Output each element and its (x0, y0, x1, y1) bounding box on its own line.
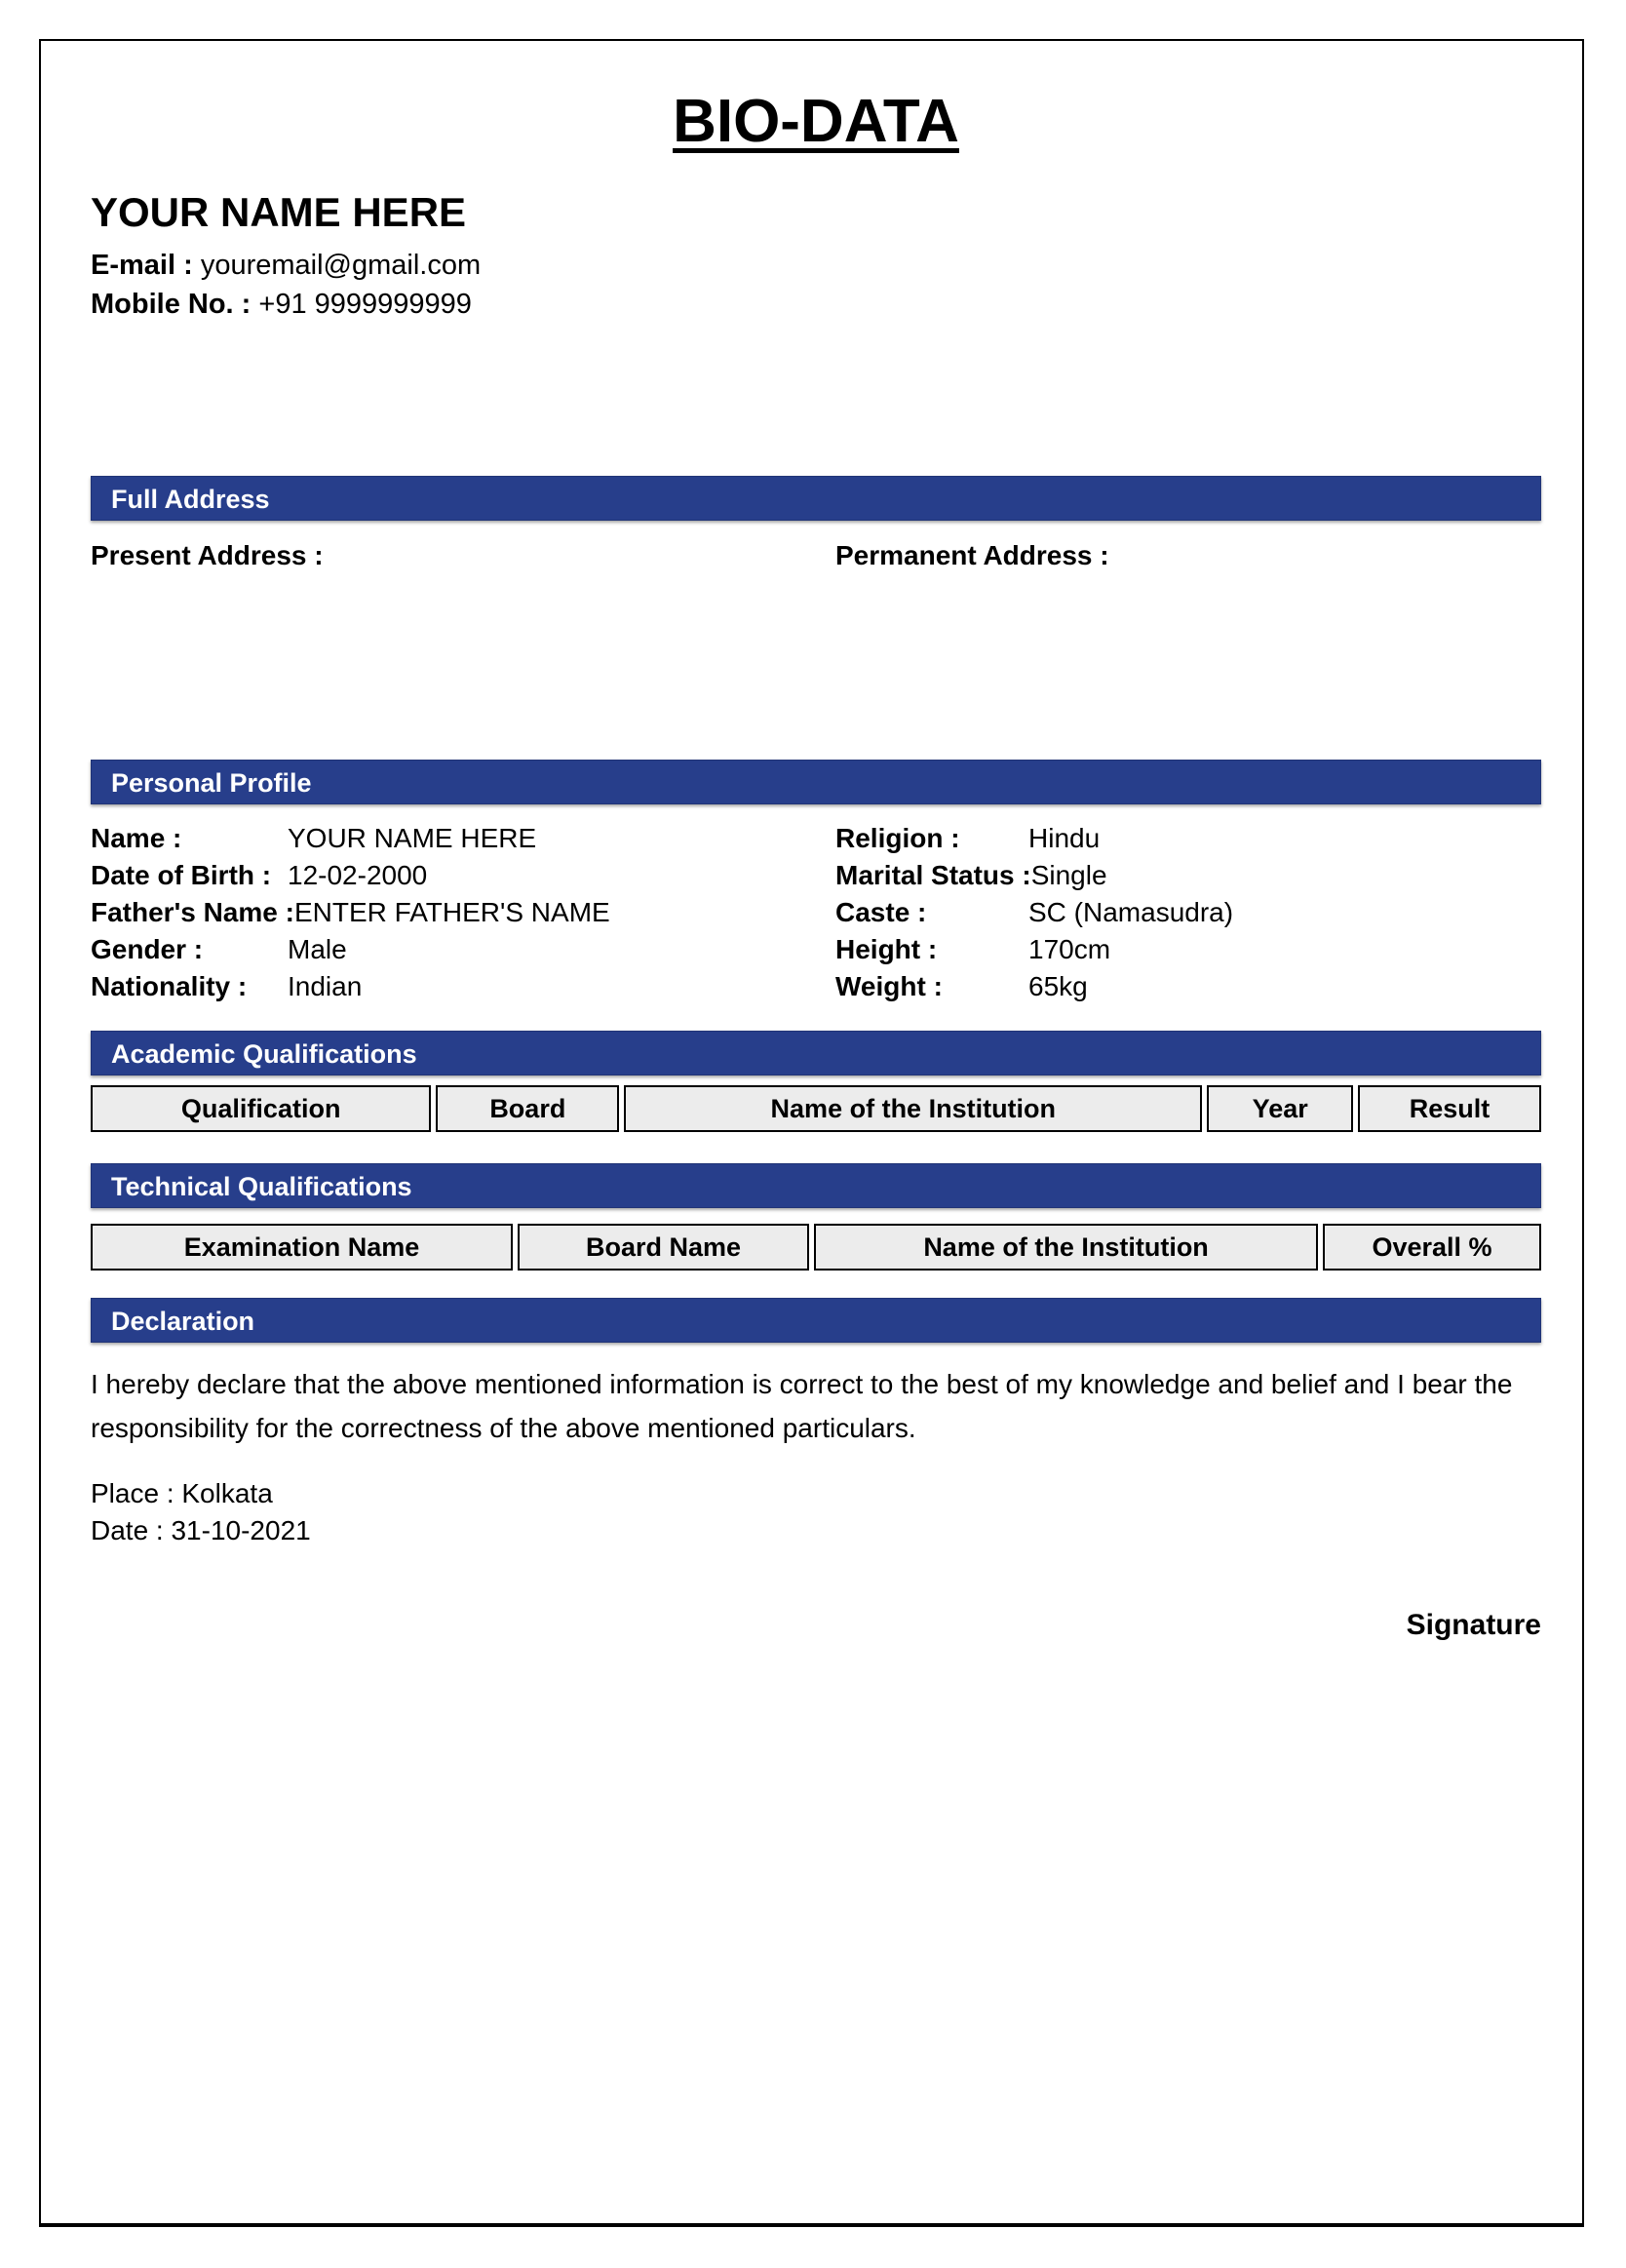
profile-right-cell (835, 820, 1100, 857)
email-line (91, 246, 1541, 285)
profile-value: Male (288, 934, 347, 964)
profile-value: Hindu (1028, 823, 1101, 853)
place-date-block (91, 1475, 1541, 1549)
profile-label: Date of Birth : (91, 860, 272, 890)
signature-label: Signature (1406, 1609, 1541, 1641)
column-header: Board (436, 1085, 619, 1132)
profile-right-cell (835, 894, 1233, 931)
profile-row (91, 931, 1541, 968)
profile-label: Gender : (91, 934, 204, 964)
email-label: E-mail : (91, 250, 193, 281)
present-address-label: Present Address : (91, 540, 324, 570)
profile-label: Height : (835, 934, 938, 964)
section-heading-academic: Academic Qualifications (91, 1031, 1541, 1075)
profile-right-cell (835, 968, 1088, 1005)
profile-label: Nationality : (91, 971, 248, 1001)
table-header-row (91, 1224, 1541, 1271)
email-value: youremail@gmail.com (200, 250, 482, 281)
profile-row (91, 820, 1541, 857)
column-header: Overall % (1323, 1224, 1541, 1271)
column-header: Result (1358, 1085, 1541, 1132)
page-title: BIO-DATA (673, 88, 959, 155)
table-header-row (91, 1085, 1541, 1132)
profile-label: Marital Status : (835, 860, 1031, 890)
profile-value: Indian (288, 971, 363, 1001)
mobile-value: +91 9999999999 (258, 289, 472, 320)
profile-row (91, 968, 1541, 1005)
profile-value: Single (1030, 860, 1107, 890)
profile-label: Name : (91, 823, 182, 853)
column-header: Name of the Institution (814, 1224, 1318, 1271)
address-labels-row (91, 537, 1541, 574)
title-wrap (91, 90, 1541, 154)
academic-qualifications-table (86, 1085, 1546, 1132)
person-name: YOUR NAME HERE (91, 189, 467, 235)
technical-qualifications-table (86, 1224, 1546, 1271)
profile-value: 170cm (1028, 934, 1111, 964)
section-heading-declaration: Declaration (91, 1298, 1541, 1343)
column-header: Board Name (518, 1224, 809, 1271)
column-header: Examination Name (91, 1224, 513, 1271)
column-header: Year (1207, 1085, 1353, 1132)
mobile-label: Mobile No. : (91, 289, 252, 320)
contact-block (91, 246, 1541, 324)
profile-value: 12-02-2000 (288, 860, 428, 890)
profile-row (91, 857, 1541, 894)
section-heading-full-address: Full Address (91, 476, 1541, 521)
profile-label: Father's Name : (91, 897, 294, 927)
profile-row (91, 894, 1541, 931)
profile-label: Weight : (835, 971, 943, 1001)
section-heading-personal-profile: Personal Profile (91, 760, 1541, 804)
profile-value: ENTER FATHER'S NAME (293, 897, 610, 927)
profile-value: SC (Namasudra) (1028, 897, 1234, 927)
column-header: Qualification (91, 1085, 431, 1132)
date-line: Date : 31-10-2021 (91, 1515, 311, 1545)
profile-label: Religion : (835, 823, 960, 853)
document-sheet (39, 39, 1584, 2227)
profile-value: YOUR NAME HERE (288, 823, 537, 853)
declaration-text: I hereby declare that the above mentioned information is correct to the best of my knowledge and belief and I bear the responsibility for the correctness of the above mentioned particulars. (91, 1369, 1513, 1443)
mobile-line (91, 285, 1541, 324)
personal-profile-rows (91, 820, 1541, 1005)
profile-right-cell (835, 857, 1107, 894)
column-header: Name of the Institution (624, 1085, 1202, 1132)
profile-right-cell (835, 931, 1110, 968)
profile-label: Caste : (835, 897, 927, 927)
permanent-address-label: Permanent Address : (835, 540, 1109, 570)
profile-value: 65kg (1028, 971, 1088, 1001)
section-heading-technical: Technical Qualifications (91, 1163, 1541, 1208)
place-line: Place : Kolkata (91, 1478, 273, 1508)
